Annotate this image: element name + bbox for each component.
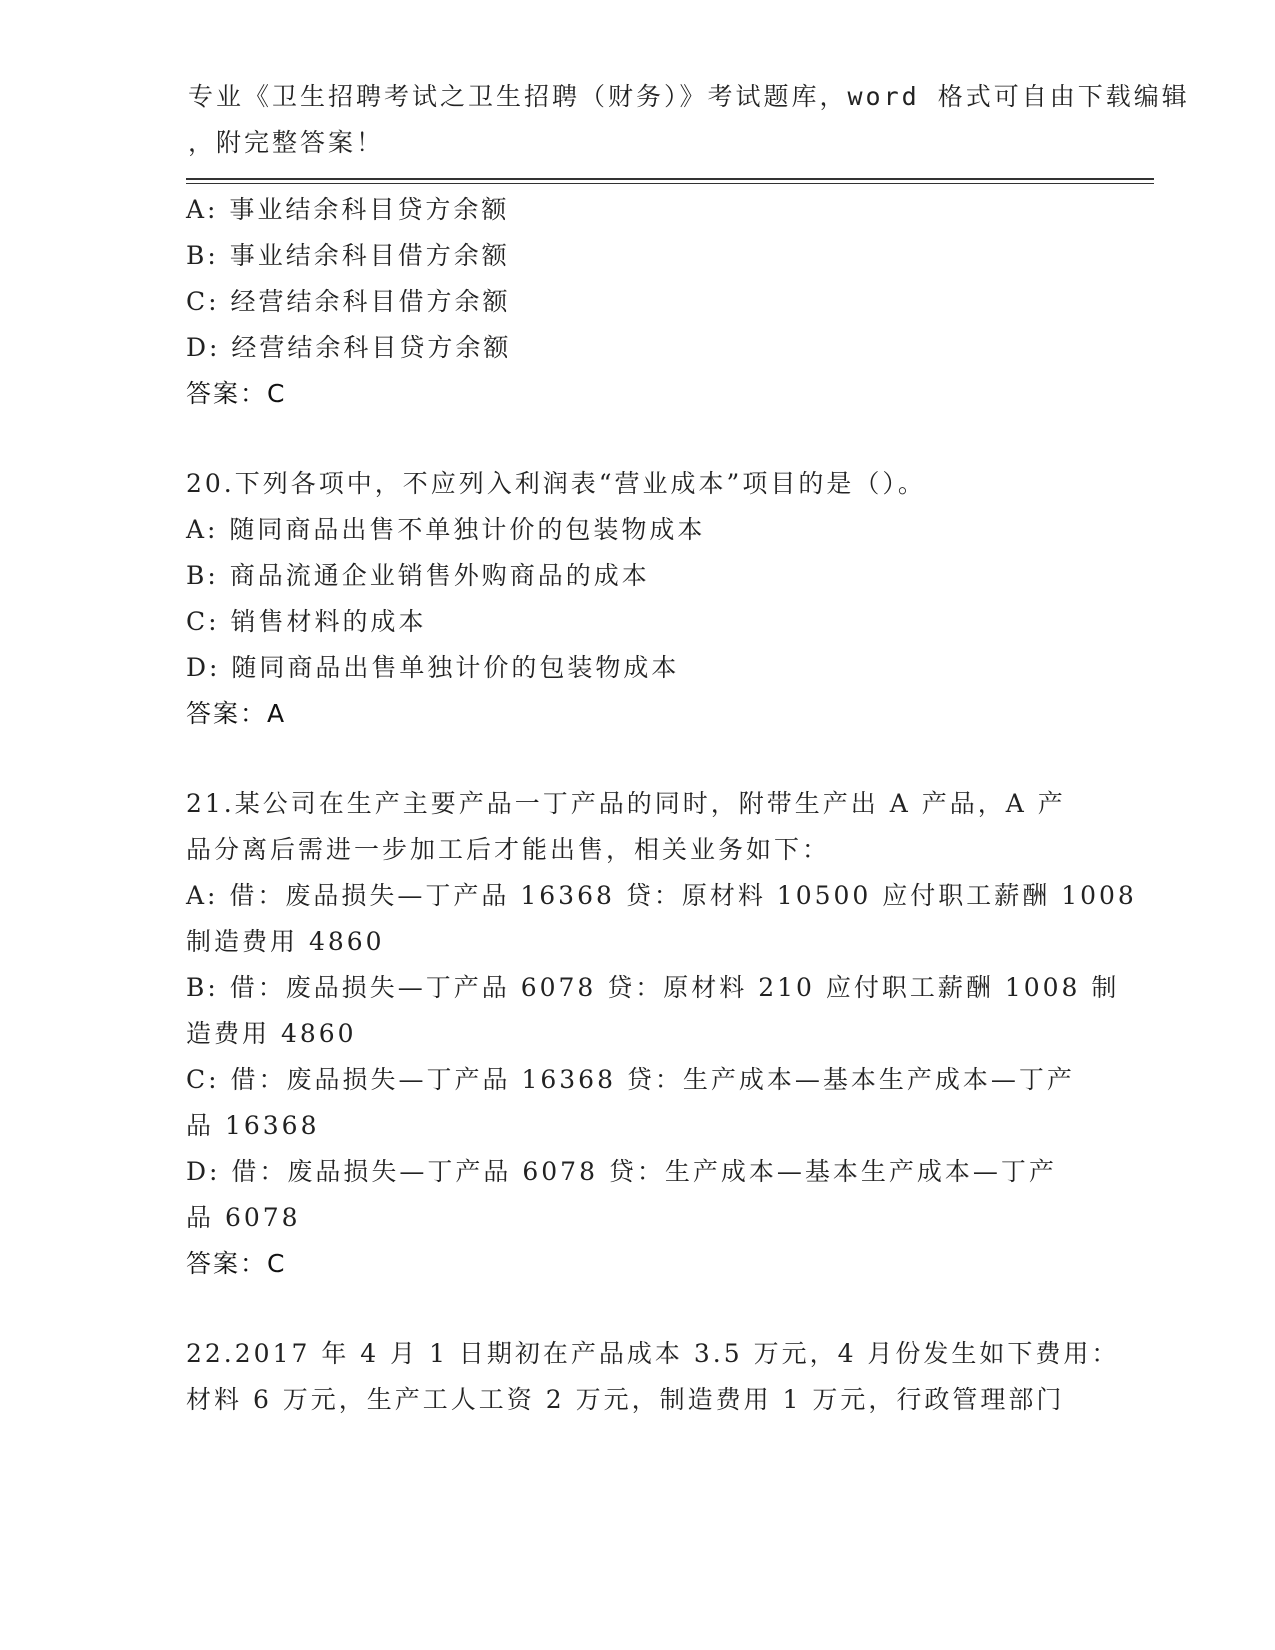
question-content (186, 187, 1137, 1423)
question-text-line-2: 材料 6 万元，生产工人工资 2 万元，制造费用 1 万元，行政管理部门 (186, 1385, 1065, 1414)
option-d-line-1: D: 借：废品损失—丁产品 6078 贷：生产成本—基本生产成本—丁产 (186, 1157, 1057, 1186)
option-c: C: 销售材料的成本 (186, 607, 427, 636)
header-line-2: ，附完整答案！ (188, 128, 385, 157)
option-d: D: 随同商品出售单独计价的包装物成本 (186, 653, 680, 682)
option-b-line-1: B: 借：废品损失—丁产品 6078 贷：原材料 210 应付职工薪酬 1008 制 (186, 973, 1120, 1002)
spacer (186, 737, 1086, 781)
option-c-line-2: 品 16368 (186, 1111, 320, 1140)
spacer (186, 1287, 1086, 1331)
header-rule-thin (186, 183, 1154, 184)
option-d: D: 经营结余科目贷方余额 (186, 333, 512, 362)
option-d-line-2: 品 6078 (186, 1203, 301, 1232)
option-a: A: 随同商品出售不单独计价的包装物成本 (186, 515, 706, 544)
option-a-line-2: 制造费用 4860 (186, 927, 385, 956)
header-rule-thick (186, 178, 1154, 180)
question-text-line-1: 21.某公司在生产主要产品一丁产品的同时，附带生产出 A 产品，A 产 (186, 789, 1066, 818)
answer-line: 答案：A (186, 699, 287, 728)
option-b: B: 事业结余科目借方余额 (186, 241, 510, 270)
question-19 (186, 187, 1086, 417)
question-22 (186, 1331, 1120, 1423)
document-header (188, 74, 1190, 166)
option-b-line-2: 造费用 4860 (186, 1019, 357, 1048)
option-a: A: 事业结余科目贷方余额 (186, 195, 510, 224)
question-text-line-1: 22.2017 年 4 月 1 日期初在产品成本 3.5 万元，4 月份发生如下费用： (186, 1339, 1120, 1368)
question-21 (186, 781, 1137, 1287)
answer-line: 答案：C (186, 379, 287, 408)
question-text: 20.下列各项中，不应列入利润表“营业成本”项目的是（）。 (186, 469, 926, 498)
spacer (186, 417, 1086, 461)
question-text-line-2: 品分离后需进一步加工后才能出售，相关业务如下： (186, 835, 831, 864)
option-b: B: 商品流通企业销售外购商品的成本 (186, 561, 650, 590)
option-a-line-1: A: 借：废品损失—丁产品 16368 贷：原材料 10500 应付职工薪酬 1008 (186, 881, 1137, 910)
question-20 (186, 461, 1086, 737)
option-c: C: 经营结余科目借方余额 (186, 287, 511, 316)
header-line-1: 专业《卫生招聘考试之卫生招聘（财务）》考试题库，word 格式可自由下载编辑 (188, 82, 1190, 111)
option-c-line-1: C: 借：废品损失—丁产品 16368 贷：生产成本—基本生产成本—丁产 (186, 1065, 1075, 1094)
answer-line: 答案：C (186, 1249, 287, 1278)
